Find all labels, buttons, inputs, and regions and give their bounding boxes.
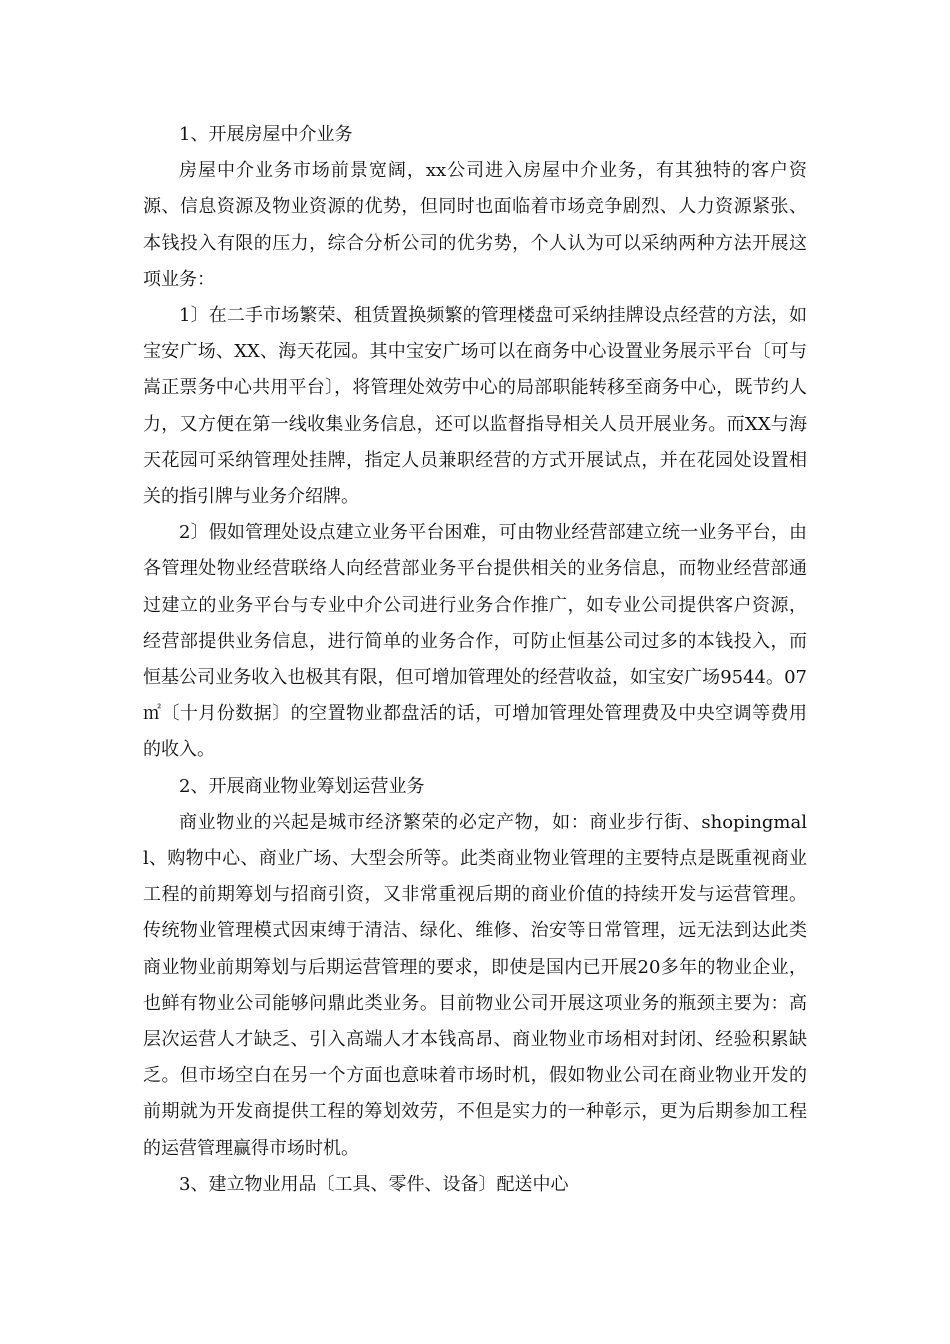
paragraph-method-2: 2〕假如管理处设点建立业务平台困难，可由物业经营部建立统一业务平台，由各管理处物业经营联络人向经营部业务平台提供相关的业务信息，而物业经营部通过建立的业务平台与专业中介公司进行业务合作推广，如专业公司提供客户资源，经营部提供业务信息，进行简单的业务合作，可防止恒基公司过多的本钱投入，而恒基公司业务收入也极其有限，但可增加管理处的经营收益，如宝安广场9544。07㎡〔十月份数据〕的空置物业都盘活的话，可增加管理处管理费及中央空调等费用的收入。 xyxy=(143,522,807,761)
paragraph-method-1: 1〕在二手市场繁荣、租赁置换频繁的管理楼盘可采纳挂牌设点经营的方法，如宝安广场、XX、海天花园。其中宝安广场可以在商务中心设置业务展示平台〔可与嵩正票务中心共用平台〕，将管理处效劳中心的局部职能转移至商务中心，既节约人力，又方便在第一线收集业务信息，还可以监督指导相关人员开展业务。而XX与海天花园可采纳管理处挂牌，指定人员兼职经营的方式开展试点，并在花园处设置相关的指引牌与业务介绍牌。 xyxy=(143,305,807,508)
section-heading-3: 3、建立物业用品〔工具、零件、设备〕配送中心 xyxy=(179,1173,569,1195)
paragraph-commercial: 商业物业的兴起是城市经济繁荣的必定产物，如：商业步行街、shopingmall、购物中心、商业广场、大型会所等。此类商业物业管理的主要特点是既重视商业工程的前期筹划与招商引资，又非常重视后期的商业价值的持续开发与运营管理。传统物业管理模式因束缚于清洁、绿化、维修、治安等日常管理，远无法到达此类商业物业前期筹划与后期运营管理的要求，即使是国内已开展20多年的物业企业，也鲜有物业公司能够问鼎此类业务。目前物业公司开展这项业务的瓶颈主要为：高层次运营人才缺乏、引入高端人才本钱高昂、商业物业市场相对封闭、经验积累缺乏。但市场空白在另一个方面也意味着市场时机，假如物业公司在商业物业开发的前期就为开发商提供工程的筹划效劳，不但是实力的一种彰示，更为后期参加工程的运营管理赢得市场时机。 xyxy=(143,811,807,1159)
paragraph-intro: 房屋中介业务市场前景宽阔，xx公司进入房屋中介业务，有其独特的客户资源、信息资源及物业资源的优势，但同时也面临着市场竞争剧烈、人力资源紧张、本钱投入有限的压力，综合分析公司的优劣势，个人认为可以采纳两种方法开展这项业务： xyxy=(143,160,807,290)
section-heading-1: 1、开展房屋中介业务 xyxy=(179,124,353,145)
document-body xyxy=(143,117,807,1203)
section-heading-2: 2、开展商业物业筹划运营业务 xyxy=(179,775,425,797)
